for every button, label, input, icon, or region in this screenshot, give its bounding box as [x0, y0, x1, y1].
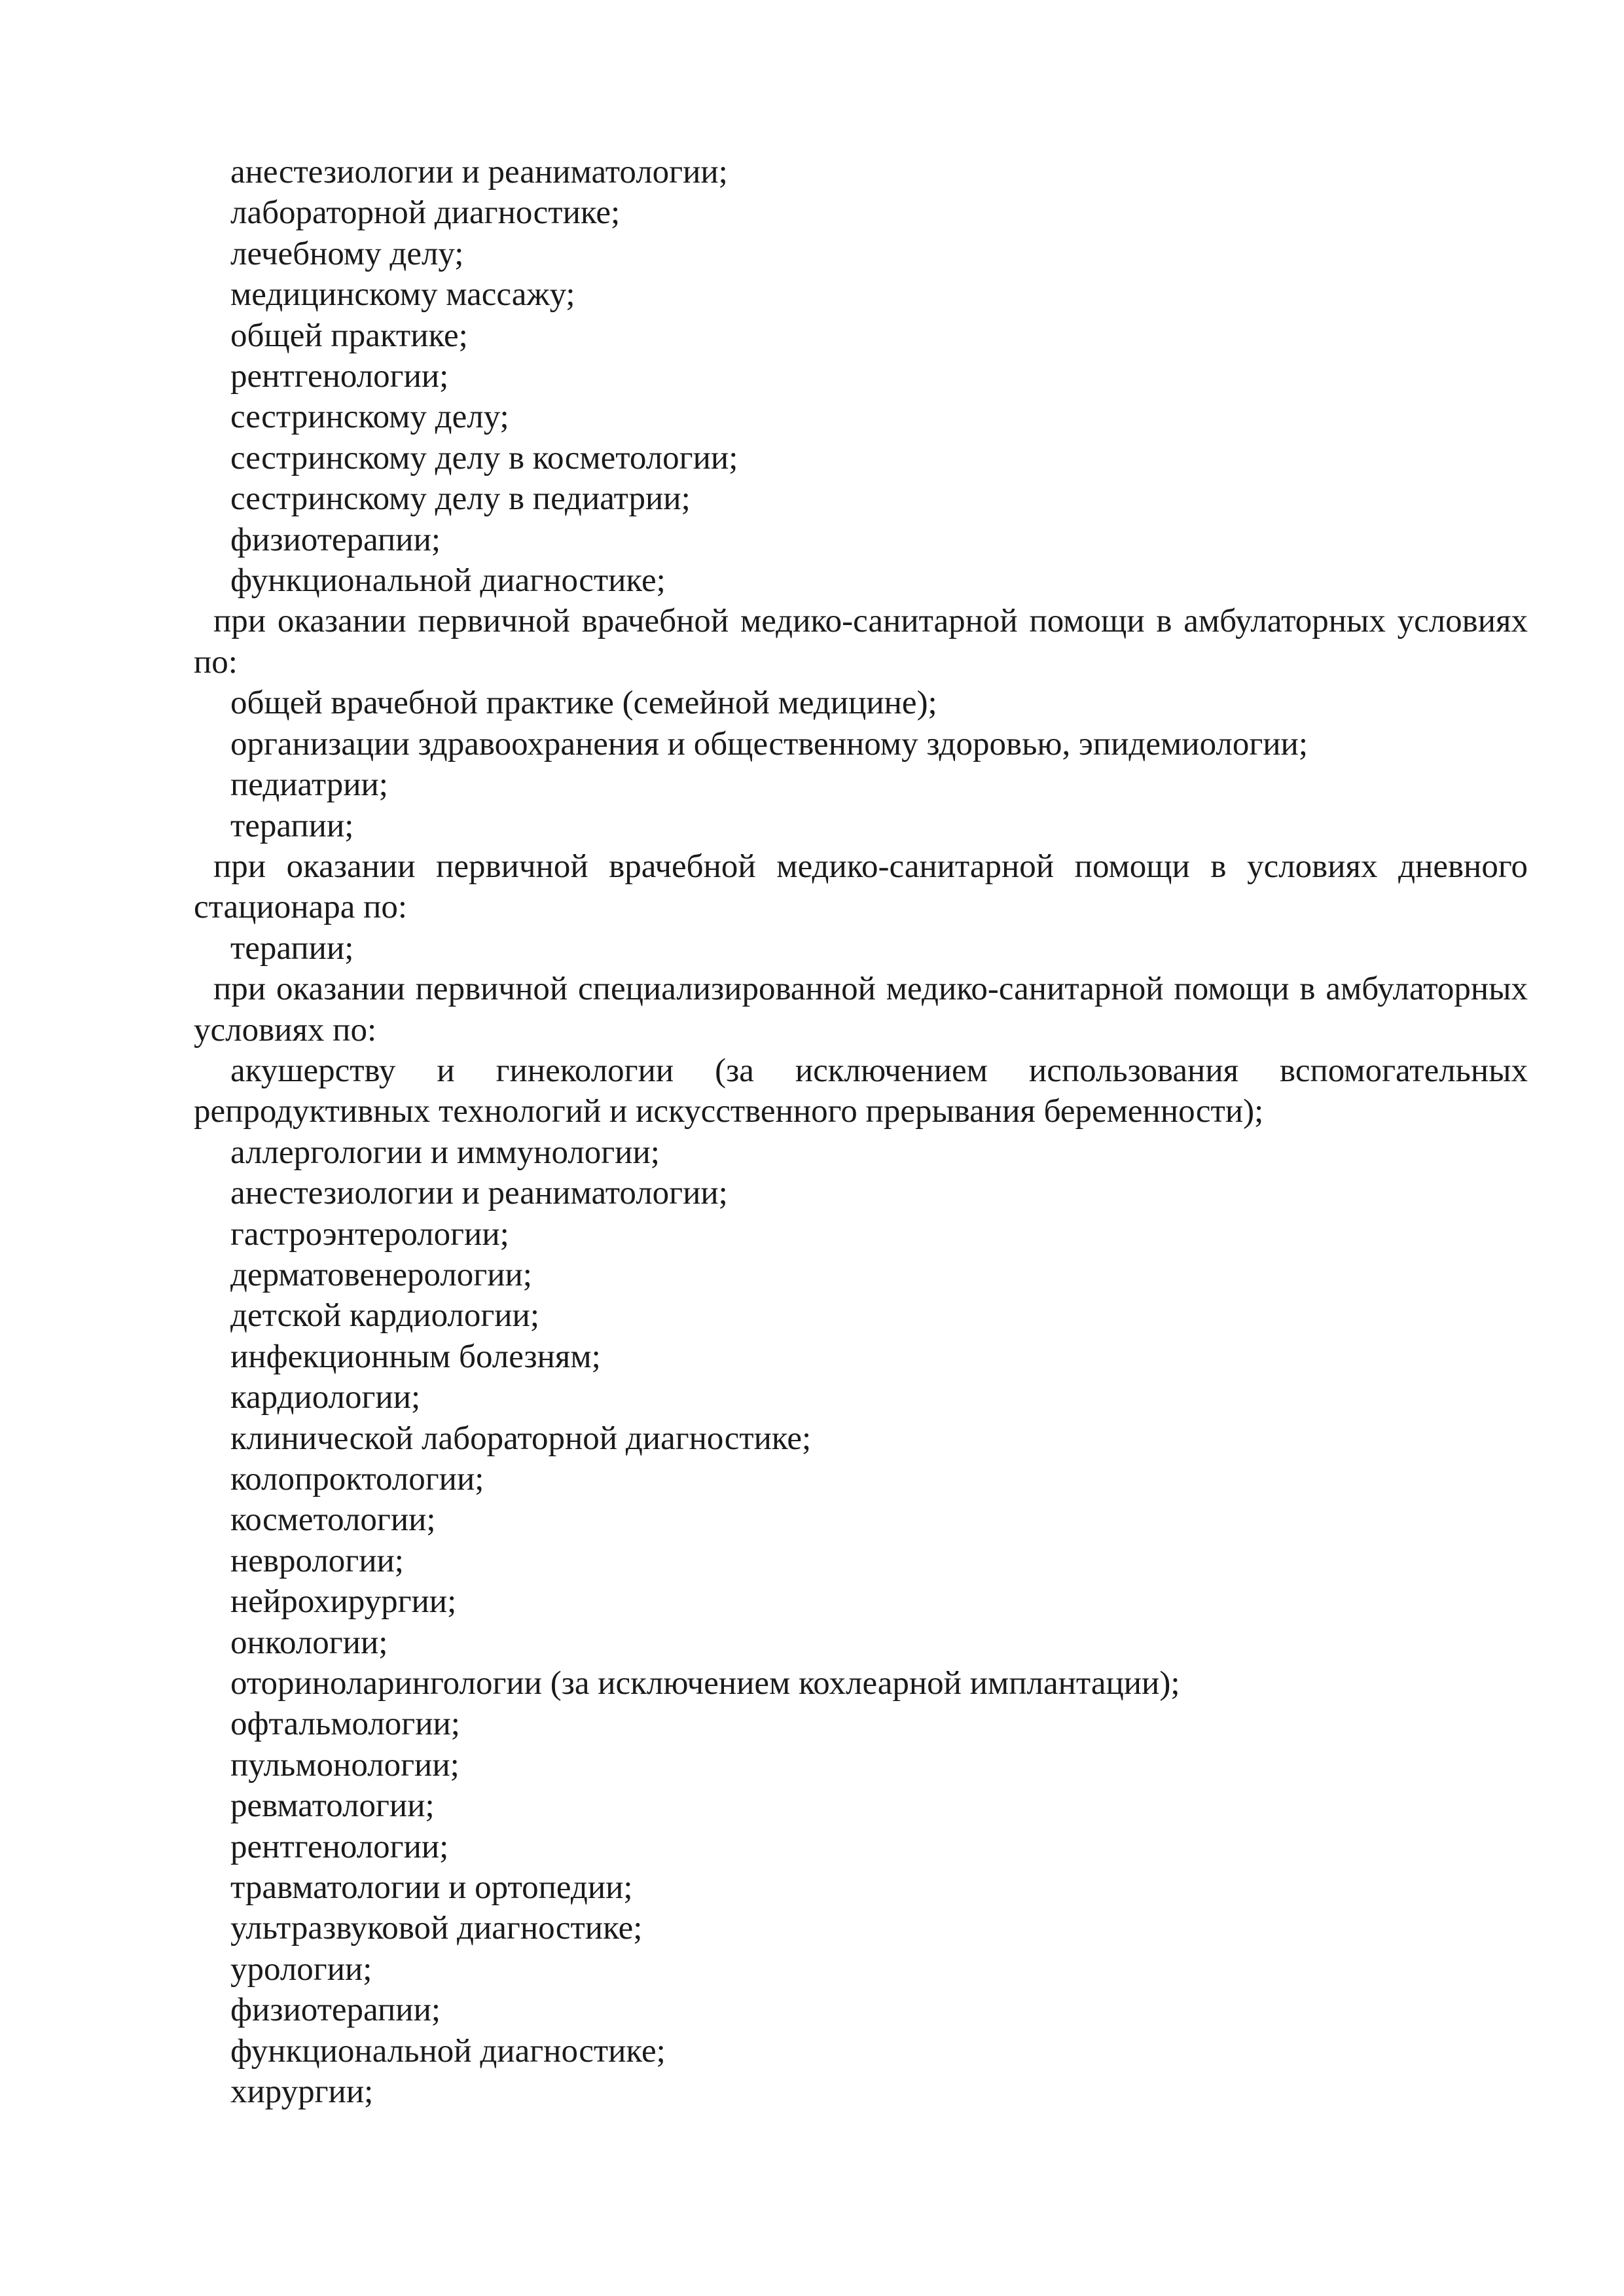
list-item: нейрохирургии;	[230, 1583, 457, 1621]
document-body	[194, 152, 1528, 2113]
list-item: рентгенологии;	[230, 1828, 449, 1865]
list-item: акушерству и гинекологии (за исключением использования вспомогательных репродуктивных технологий и искусственного прерывания беременности);	[194, 1052, 1528, 1130]
list-item: кардиологии;	[230, 1379, 421, 1416]
list-item: педиатрии;	[230, 766, 388, 804]
list-item: инфекционным болезням;	[230, 1338, 601, 1375]
list-item: онкологии;	[230, 1624, 388, 1661]
list-item: анестезиологии и реаниматологии;	[230, 154, 728, 190]
list-item: общей врачебной практике (семейной медицине);	[230, 685, 937, 722]
list-item: колопроктологии;	[230, 1461, 484, 1498]
list-item: анестезиологии и реаниматологии;	[230, 1175, 728, 1212]
list-item: рентгенологии;	[230, 358, 449, 395]
list-item: организации здравоохранения и общественному здоровью, эпидемиологии;	[230, 725, 1308, 762]
list-item: пульмонологии;	[230, 1746, 460, 1784]
list-item: детской кардиологии;	[230, 1297, 540, 1335]
list-item: косметологии;	[230, 1501, 436, 1539]
list-item: клинической лабораторной диагностике;	[230, 1420, 812, 1457]
list-item: лечебному делу;	[230, 235, 464, 272]
list-item: ультразвуковой диагностике;	[230, 1910, 643, 1947]
list-item: физиотерапии;	[230, 521, 441, 558]
list-item: сестринскому делу в педиатрии;	[230, 480, 691, 518]
list-item: дерматовенерологии;	[230, 1256, 532, 1293]
list-item: терапии;	[230, 807, 354, 844]
list-item: медицинскому массажу;	[230, 276, 575, 314]
list-item: лабораторной диагностике;	[230, 194, 621, 232]
list-item: травматологии и ортопедии;	[230, 1869, 633, 1907]
section-heading: при оказании первичной врачебной медико-санитарной помощи в амбулаторных условиях по:	[194, 603, 1528, 681]
list-item: функциональной диагностике;	[230, 562, 666, 600]
list-item: сестринскому делу в косметологии;	[230, 439, 738, 476]
list-item: общей практике;	[230, 317, 468, 354]
list-item: физиотерапии;	[230, 1992, 441, 2029]
list-item: урологии;	[230, 1950, 372, 1988]
section-heading: при оказании первичной специализированной медико-санитарной помощи в амбулаторных условиях по:	[194, 971, 1528, 1049]
section-heading: при оказании первичной врачебной медико-санитарной помощи в условиях дневного стационара по:	[194, 848, 1528, 926]
list-item: ревматологии;	[230, 1787, 435, 1825]
list-item: терапии;	[230, 929, 354, 967]
list-item: оториноларингологии (за исключением кохлеарной имплантации);	[230, 1665, 1180, 1702]
list-item: аллергологии и иммунологии;	[230, 1134, 660, 1171]
list-item: хирургии;	[230, 2073, 374, 2111]
list-item: офтальмологии;	[230, 1706, 460, 1743]
list-item: сестринскому делу;	[230, 399, 509, 436]
list-item: гастроэнтерологии;	[230, 1215, 509, 1253]
list-item: функциональной диагностике;	[230, 2032, 666, 2070]
list-item: неврологии;	[230, 1542, 404, 1579]
